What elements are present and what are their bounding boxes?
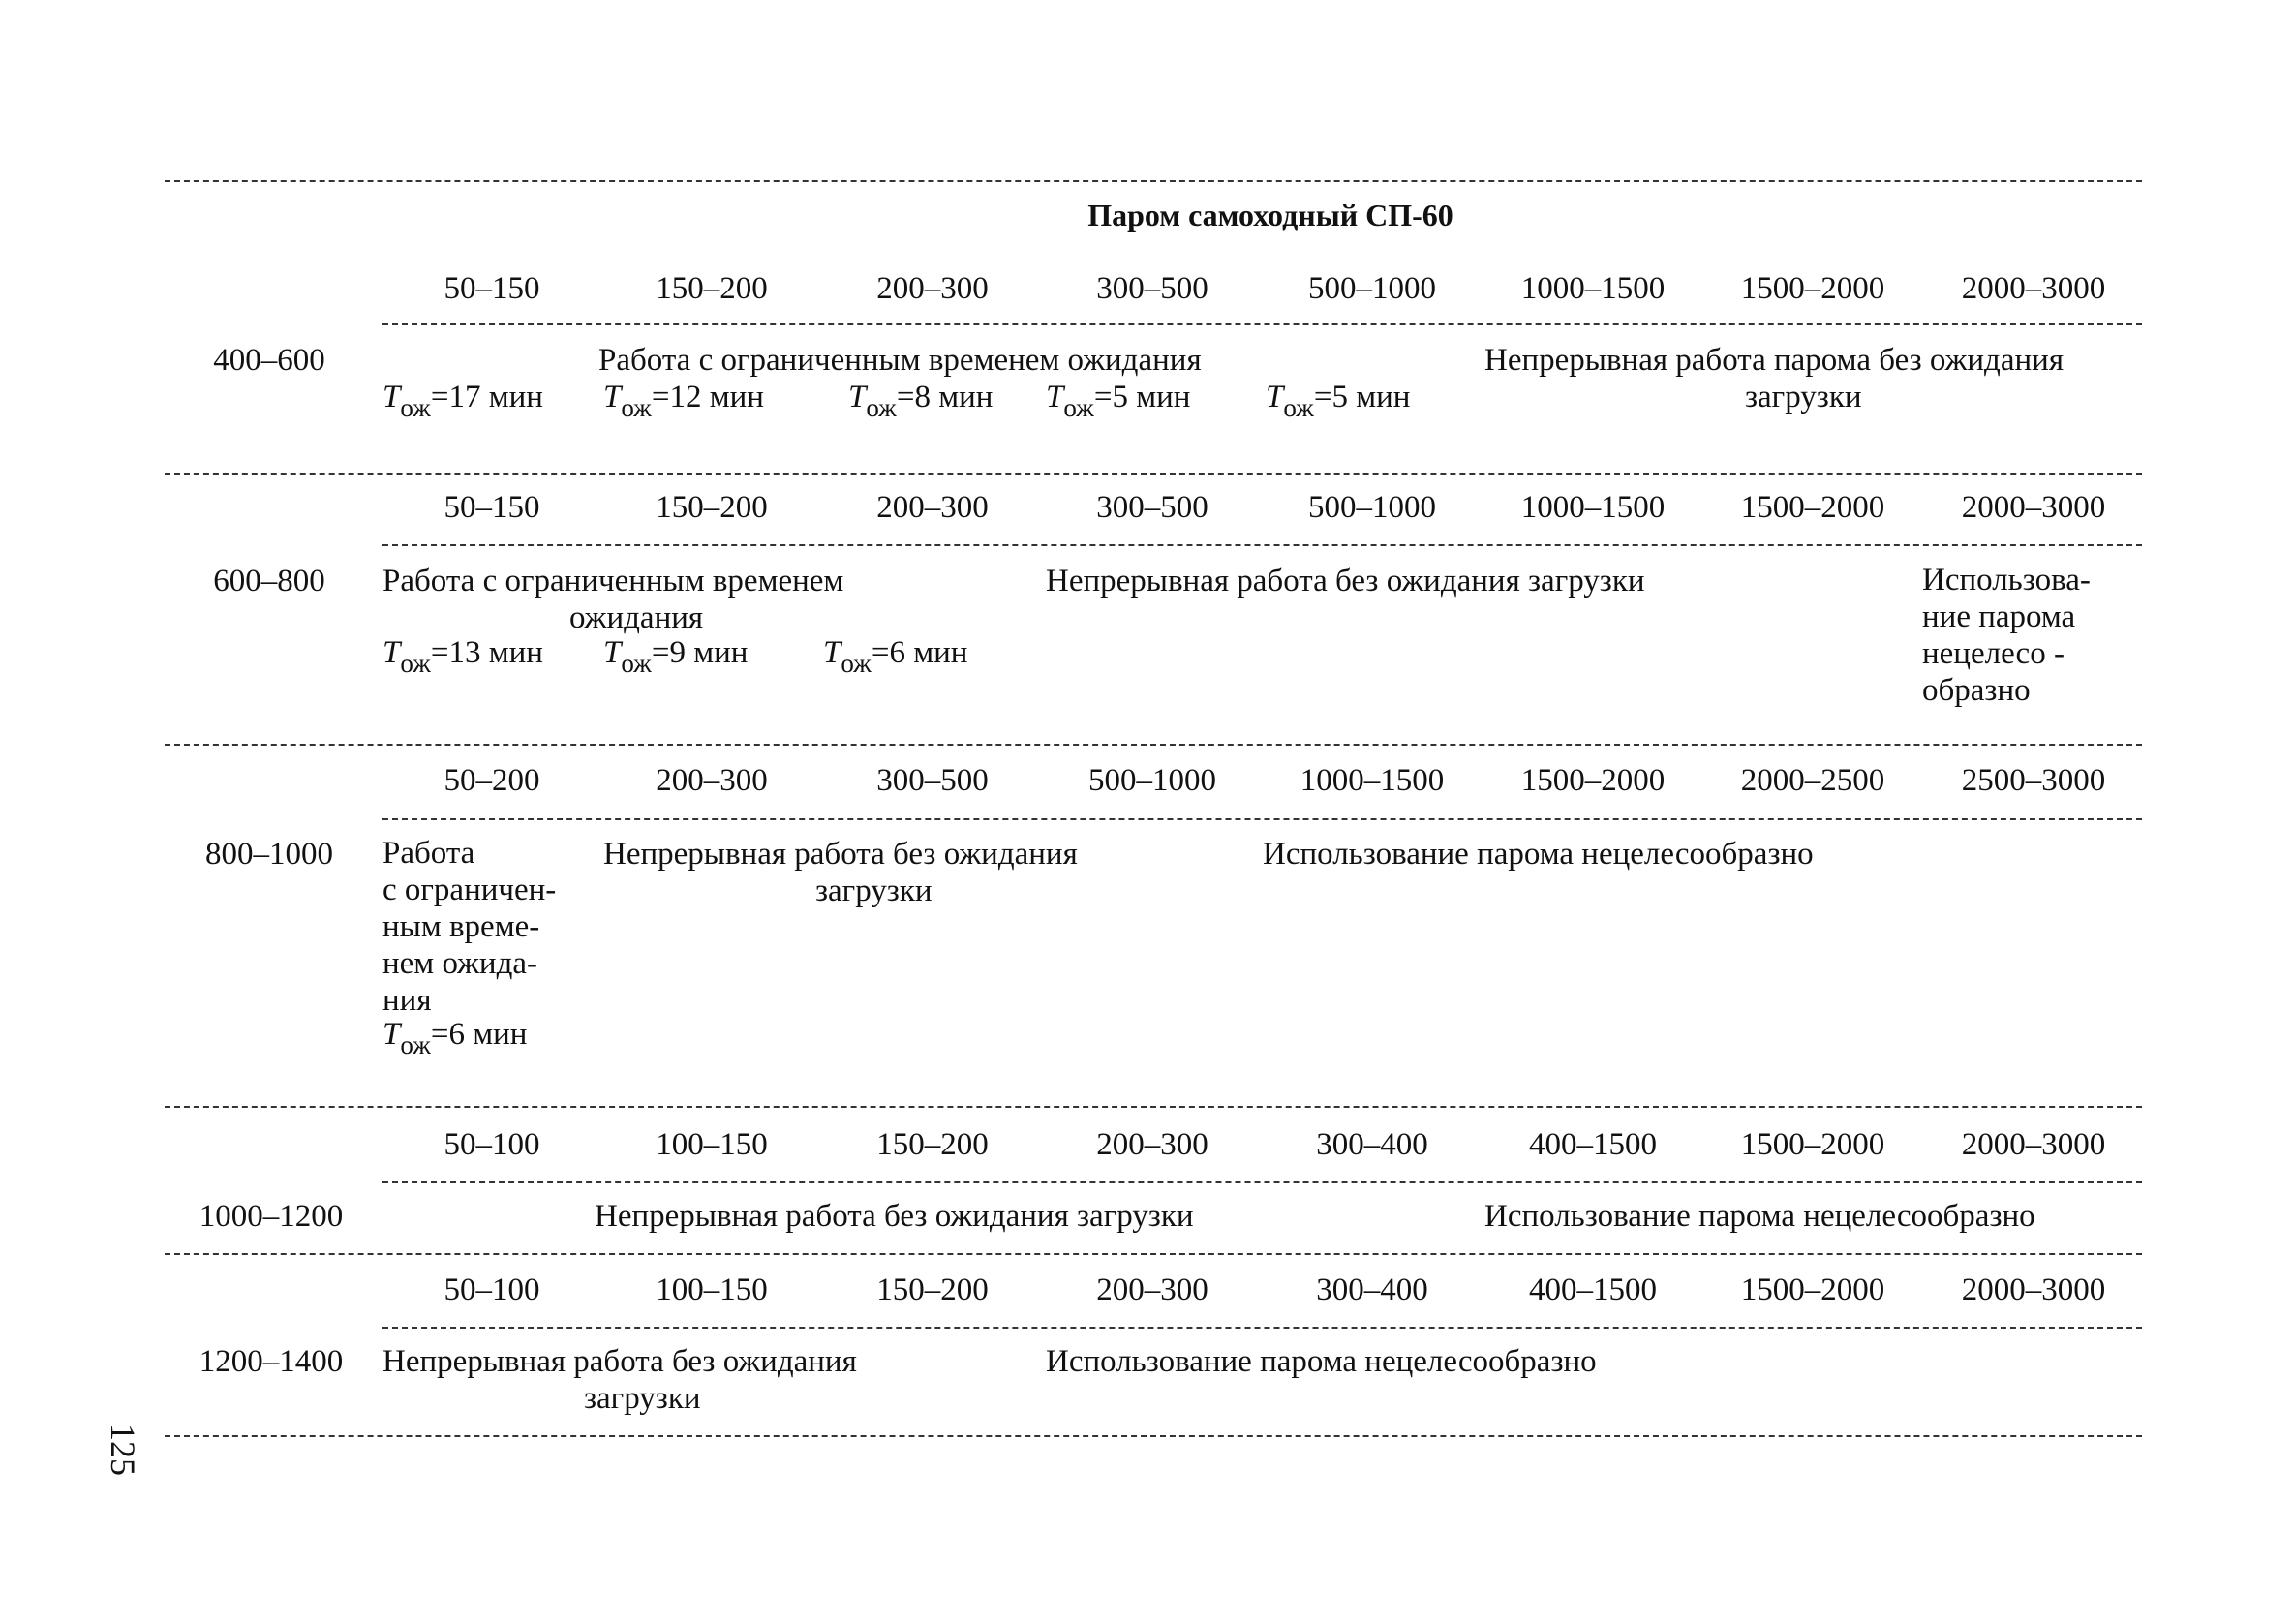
- page-number: 125: [104, 1424, 142, 1476]
- section-4-header-4: 200–300: [1096, 1127, 1208, 1162]
- section-3-header-5: 1000–1500: [1300, 763, 1445, 798]
- section-3-limited-line-2: с ограничен-: [382, 873, 557, 907]
- section-1-wait-5: $T_{ож}=5$ мин: [1266, 380, 1411, 422]
- section-4-header-6: 400–1500: [1529, 1127, 1657, 1162]
- section-2-header-7: 1500–2000: [1740, 490, 1885, 525]
- section-2-header-8: 2000–3000: [1961, 490, 2106, 525]
- section-4-header-1: 50–100: [444, 1127, 540, 1162]
- section-3-continuous-note: Непрерывная работа без ожидания: [603, 837, 1078, 872]
- section-4-header-3: 150–200: [876, 1127, 989, 1162]
- section-3-continuous-note-2: загрузки: [815, 873, 933, 908]
- section-2-limited-note-2: ожидания: [569, 600, 704, 635]
- rule-sec2-end: [165, 744, 2142, 746]
- section-5-range: 1200–1400: [199, 1344, 344, 1379]
- section-2-header-1: 50–150: [444, 490, 540, 525]
- section-1-header-5: 500–1000: [1308, 271, 1436, 306]
- section-2-unfit-line-4: образно: [1922, 673, 2031, 708]
- rule-top: [165, 180, 2142, 182]
- section-3-header-8: 2500–3000: [1961, 763, 2106, 798]
- section-1-range: 400–600: [213, 343, 325, 378]
- section-3-header-4: 500–1000: [1088, 763, 1216, 798]
- section-1-header-4: 300–500: [1096, 271, 1208, 306]
- section-4-unfit-note: Использование парома нецелесообразно: [1484, 1199, 2035, 1234]
- rule-sec4-end: [165, 1253, 2142, 1255]
- section-2-continuous-note: Непрерывная работа без ожидания загрузки: [1046, 564, 1645, 598]
- section-1-wait-4: $T_{ож}=5$ мин: [1046, 380, 1191, 422]
- section-5-header-1: 50–100: [444, 1272, 540, 1307]
- section-4-header-7: 1500–2000: [1740, 1127, 1885, 1162]
- section-5-header-3: 150–200: [876, 1272, 989, 1307]
- section-2-limited-note: Работа с ограниченным временем: [382, 564, 844, 598]
- section-1-header-6: 1000–1500: [1520, 271, 1666, 306]
- section-3-limited-line-4: нем ожида-: [382, 946, 538, 981]
- section-1-wait-1: $T_{ож}=17$ мин: [382, 380, 543, 422]
- section-2-header-3: 200–300: [876, 490, 989, 525]
- section-4-range: 1000–1200: [199, 1199, 344, 1234]
- section-3-range: 800–1000: [205, 837, 333, 872]
- rule-sec3-header: [382, 818, 2142, 820]
- section-5-header-5: 300–400: [1316, 1272, 1428, 1307]
- rule-sec5-header: [382, 1327, 2142, 1329]
- section-4-header-8: 2000–3000: [1961, 1127, 2106, 1162]
- section-1-header-8: 2000–3000: [1961, 271, 2106, 306]
- section-2-range: 600–800: [213, 564, 325, 598]
- section-5-header-2: 100–150: [656, 1272, 768, 1307]
- section-1-wait-3: $T_{ож}=8$ мин: [848, 380, 994, 422]
- section-3-limited-line-5: ния: [382, 983, 432, 1018]
- section-1-header-1: 50–150: [444, 271, 540, 306]
- section-5-continuous-note: Непрерывная работа без ожидания: [382, 1344, 857, 1379]
- section-3-limited-note: [382, 835, 556, 1019]
- section-2-wait-3: $T_{ож}=6$ мин: [823, 635, 968, 678]
- section-2-unfit-line-2: ние парома: [1922, 599, 2076, 634]
- section-5-header-4: 200–300: [1096, 1272, 1208, 1307]
- rule-sec1-end: [165, 473, 2142, 475]
- section-2-unfit-line-1: Использова-: [1922, 563, 2091, 598]
- section-3-header-6: 1500–2000: [1520, 763, 1666, 798]
- section-3-limited-line-1: Работа: [382, 836, 475, 871]
- section-2-wait-1: $T_{ож}=13$ мин: [382, 635, 543, 678]
- section-1-header-2: 150–200: [656, 271, 768, 306]
- section-1-wait-2: $T_{ож}=12$ мин: [603, 380, 764, 422]
- section-4-header-2: 100–150: [656, 1127, 768, 1162]
- section-2-header-4: 300–500: [1096, 490, 1208, 525]
- section-4-continuous-note: Непрерывная работа без ожидания загрузки: [595, 1199, 1194, 1234]
- section-5-header-6: 400–1500: [1529, 1272, 1657, 1307]
- rule-sec2-header: [382, 544, 2142, 546]
- section-4-header-5: 300–400: [1316, 1127, 1428, 1162]
- section-5-header-8: 2000–3000: [1961, 1272, 2106, 1307]
- section-3-limited-line-3: ным време-: [382, 909, 540, 944]
- section-2-header-2: 150–200: [656, 490, 768, 525]
- section-2-unfit-line-3: нецелесо -: [1922, 636, 2065, 671]
- section-1-header-3: 200–300: [876, 271, 989, 306]
- section-1-continuous-note-2: загрузки: [1745, 380, 1862, 414]
- section-5-header-7: 1500–2000: [1740, 1272, 1885, 1307]
- rule-sec4-header: [382, 1181, 2142, 1183]
- section-3-unfit-note: Использование парома нецелесообразно: [1263, 837, 1814, 872]
- section-1-continuous-note: Непрерывная работа парома без ожидания: [1484, 343, 2064, 378]
- rule-bottom: [165, 1435, 2142, 1437]
- section-3-header-3: 300–500: [876, 763, 989, 798]
- section-5-unfit-note: Использование парома нецелесообразно: [1046, 1344, 1597, 1379]
- rule-sec3-end: [165, 1106, 2142, 1108]
- section-2-unfit-note: [1922, 562, 2091, 709]
- section-1-limited-note: Работа с ограниченным временем ожидания: [598, 343, 1202, 378]
- section-1-header-7: 1500–2000: [1740, 271, 1885, 306]
- section-2-wait-2: $T_{ож}=9$ мин: [603, 635, 749, 678]
- section-3-header-2: 200–300: [656, 763, 768, 798]
- section-3-header-1: 50–200: [444, 763, 540, 798]
- section-3-header-7: 2000–2500: [1740, 763, 1885, 798]
- section-5-continuous-note-2: загрузки: [584, 1381, 701, 1416]
- table-title: Паром самоходный СП-60: [1087, 198, 1453, 232]
- rule-sec1-header: [382, 323, 2142, 325]
- section-2-header-5: 500–1000: [1308, 490, 1436, 525]
- section-2-header-6: 1000–1500: [1520, 490, 1666, 525]
- section-3-wait-1: $T_{ож}=6$ мин: [382, 1017, 528, 1059]
